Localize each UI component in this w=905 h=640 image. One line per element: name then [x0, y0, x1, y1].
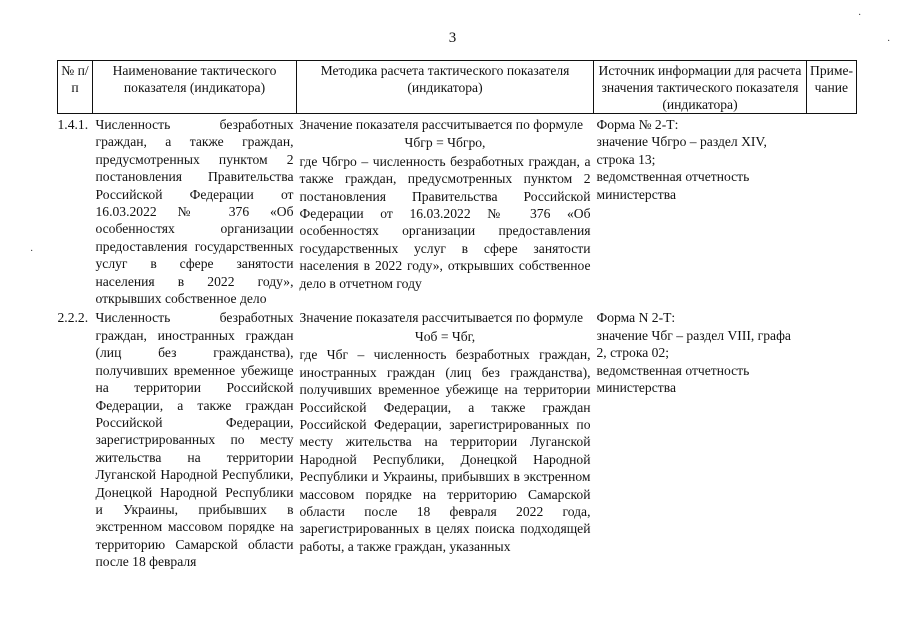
source-cell — [594, 307, 807, 570]
source-reporting: ведомственная отчетность министерства — [596, 169, 750, 202]
source-form: Форма № 2-Т: — [596, 117, 679, 132]
method-description: где Чбг – численность безработных граждан, иностранных граждан (лиц без гражданства), получивших временное убежище на территории Российской Федерации, а также граждан Российской Федерации, зарегистрированных по месту жительства на территории Луганской Народной Республики, Донецкой Народной Республики и Украины, прибывших в экстренном массовом порядке на территорию Самарской области после 18 февраля 2022 года, зарегистрированных в целях поиска подходящей работы, а также граждан, указанных — [299, 347, 591, 554]
note-cell — [807, 307, 857, 570]
method-cell — [297, 114, 594, 308]
indicators-table — [57, 60, 857, 571]
page-number: 3 — [448, 30, 457, 46]
source-value: значение Чбгро – раздел XIV, строка 13; — [596, 134, 767, 167]
row-number: 1.4.1. — [57, 117, 89, 132]
scan-mark: · — [887, 36, 891, 47]
method-intro: Значение показателя рассчитывается по формуле — [299, 310, 584, 326]
table-header — [58, 61, 857, 114]
table-row — [58, 114, 857, 308]
note-cell — [807, 114, 857, 308]
indicator-name: Численность безработных граждан, а также граждан, предусмотренных пунктом 2 постановления Правительства Российской Федерации от 16.03.2022 № 376 «Об особенностях организации предоставления государственных услуг в сфере занятости населения в 2022 году», открывших собственное дело — [95, 117, 294, 307]
formula: Чоб = Чбг, — [414, 328, 476, 344]
indicator-name: Численность безработных граждан, иностранных граждан (лиц без гражданства), получивших временное убежище на территории Российской Федерации, а также граждан Российской Федерации, зарегистрированных по месту жительства на территории Луганской Народной Республики, Донецкой Народной Республики и Украины, прибывших в экстренном массовом порядке на территорию Самарской области после 18 февраля — [95, 310, 294, 570]
method-description: где Чбгро – численность безработных граждан, а также граждан, предусмотренных пунктом 2 постановления Правительства Российской Федерации от 16.03.2022 № 376 «Об особенностях организации предоставления государственных услуг в сфере занятости населения в 2022 году», открывших собственное дело в отчетном году — [299, 153, 591, 291]
scan-mark: · — [858, 10, 862, 21]
header-note: Примечание — [807, 61, 857, 114]
formula: Чбгр = Чбгро, — [404, 135, 486, 151]
row-number: 2.2.2. — [57, 310, 89, 326]
table-row — [58, 307, 857, 570]
header-source: Источник информации для расчета значения тактического показателя (индикатора) — [594, 61, 807, 114]
source-reporting: ведомственная отчетность министерства — [596, 362, 750, 396]
method-intro: Значение показателя рассчитывается по формуле — [299, 117, 584, 132]
source-form: Форма N 2-Т: — [596, 310, 676, 326]
source-cell — [594, 114, 807, 308]
method-cell — [297, 307, 594, 570]
scan-mark: · — [30, 246, 34, 257]
header-num: № п/п — [58, 61, 93, 114]
source-value: значение Чбг – раздел VIII, графа 2, строка 02; — [596, 327, 791, 361]
header-name: Наименование тактического показателя (индикатора) — [93, 61, 297, 114]
header-method: Методика расчета тактического показателя (индикатора) — [297, 61, 594, 114]
